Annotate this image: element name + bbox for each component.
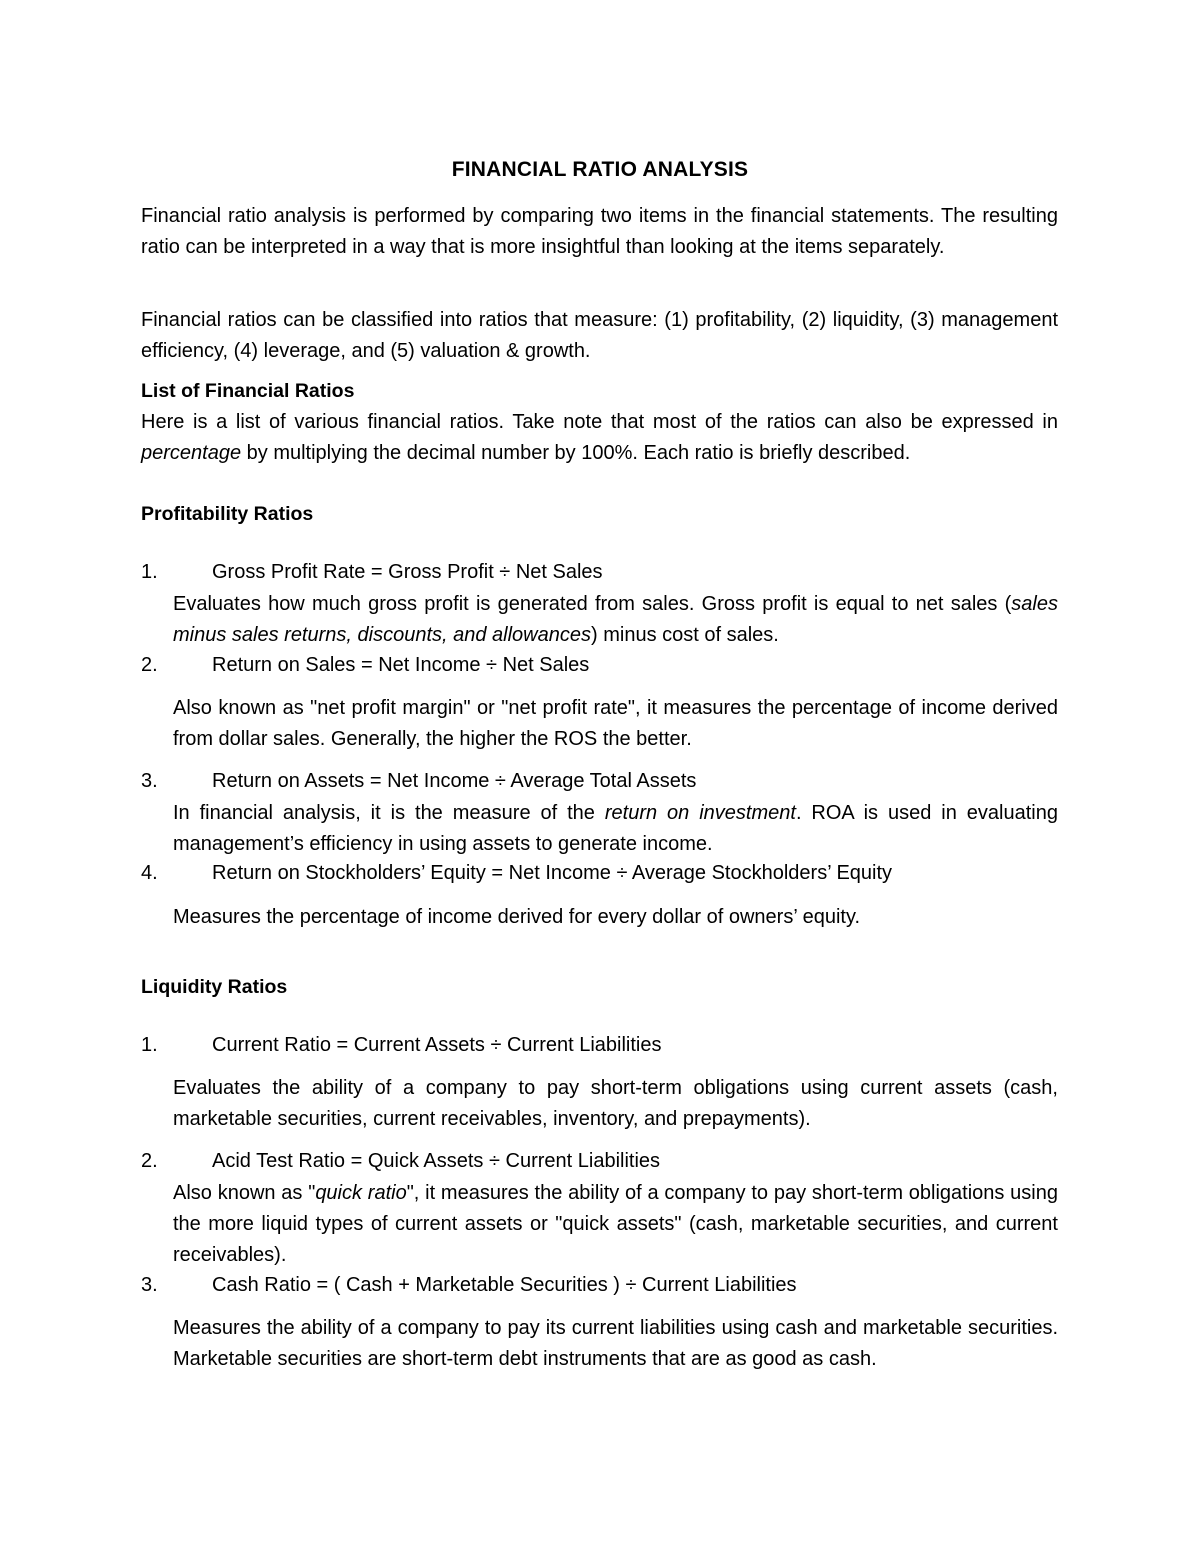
list-heading: List of Financial Ratios [141,380,355,402]
liquidity-heading: Liquidity Ratios [141,976,288,998]
liquidity-item-1-formula: Current Ratio = Current Assets ÷ Current Liabilities [212,1034,662,1056]
liquidity-item-2-number: 2. [141,1150,158,1172]
profitability-item-3-description [173,798,1058,860]
desc-italic: sales minus sales returns, discounts, and allowances [173,593,1058,646]
list-intro-italic: percentage [141,442,242,464]
liquidity-item-2-formula: Acid Test Ratio = Quick Assets ÷ Current Liabilities [212,1150,661,1172]
intro-paragraph-1: Financial ratio analysis is performed by comparing two items in the financial statements. The resulting ratio can be interpreted in a way that is more insightful than looking at the items separately. [141,205,1058,258]
desc-italic: quick ratio [315,1182,407,1204]
desc-text-end: ", it measures the ability of a company to pay short-term obligations using the more liquid types of current assets or "quick assets" (cash, marketable securities, and current receivables). [173,1182,1058,1266]
intro-paragraph-2: Financial ratios can be classified into ratios that measure: (1) profitability, (2) liquidity, (3) management efficiency, (4) leverage, and (5) valuation & growth. [141,309,1058,362]
profitability-item-3-number: 3. [141,770,158,792]
profitability-item-4-number: 4. [141,862,158,884]
desc-text: Also known as " [173,1182,316,1204]
profitability-item-1-number: 1. [141,561,158,583]
liquidity-item-2-description [173,1178,1058,1271]
liquidity-item-3-number: 3. [141,1274,158,1296]
liquidity-item-3-formula: Cash Ratio = ( Cash + Marketable Securities ) ÷ Current Liabilities [212,1274,797,1296]
desc-text: In financial analysis, it is the measure of the [173,802,605,824]
list-intro-text: Here is a list of various financial ratios. Take note that most of the ratios can also be expressed in [141,411,1058,433]
desc-italic: return on investment [604,802,796,824]
desc-text-end: . ROA is used in evaluating management’s efficiency in using assets to generate income. [173,802,1058,855]
profitability-item-2-number: 2. [141,654,158,676]
profitability-item-1-formula: Gross Profit Rate = Gross Profit ÷ Net Sales [212,561,603,583]
profitability-item-2-description: Also known as "net profit margin" or "net profit rate", it measures the percentage of income derived from dollar sales. Generally, the higher the ROS the better. [173,697,1058,750]
page-title: FINANCIAL RATIO ANALYSIS [451,158,749,181]
profitability-item-4-formula: Return on Stockholders’ Equity = Net Income ÷ Average Stockholders’ Equity [212,862,893,884]
liquidity-item-1-number: 1. [141,1034,158,1056]
profitability-heading: Profitability Ratios [141,503,314,525]
profitability-item-3-formula: Return on Assets = Net Income ÷ Average Total Assets [212,770,697,792]
profitability-item-1-description [173,589,1058,651]
desc-text: Evaluates how much gross profit is generated from sales. Gross profit is equal to net sales ( [173,593,1012,615]
liquidity-item-1-description: Evaluates the ability of a company to pay short-term obligations using current assets (cash, marketable securities, current receivables, inventory, and prepayments). [173,1077,1058,1130]
desc-text-end: ) minus cost of sales. [591,624,779,646]
list-intro-text-end: by multiplying the decimal number by 100%. Each ratio is briefly described. [241,442,911,464]
list-intro-paragraph [141,407,1058,469]
profitability-item-4-description: Measures the percentage of income derived for every dollar of owners’ equity. [173,906,861,928]
liquidity-item-3-description: Measures the ability of a company to pay its current liabilities using cash and marketable securities. Marketable securities are short-term debt instruments that are as good as cash. [173,1317,1058,1370]
profitability-item-2-formula: Return on Sales = Net Income ÷ Net Sales [212,654,590,676]
